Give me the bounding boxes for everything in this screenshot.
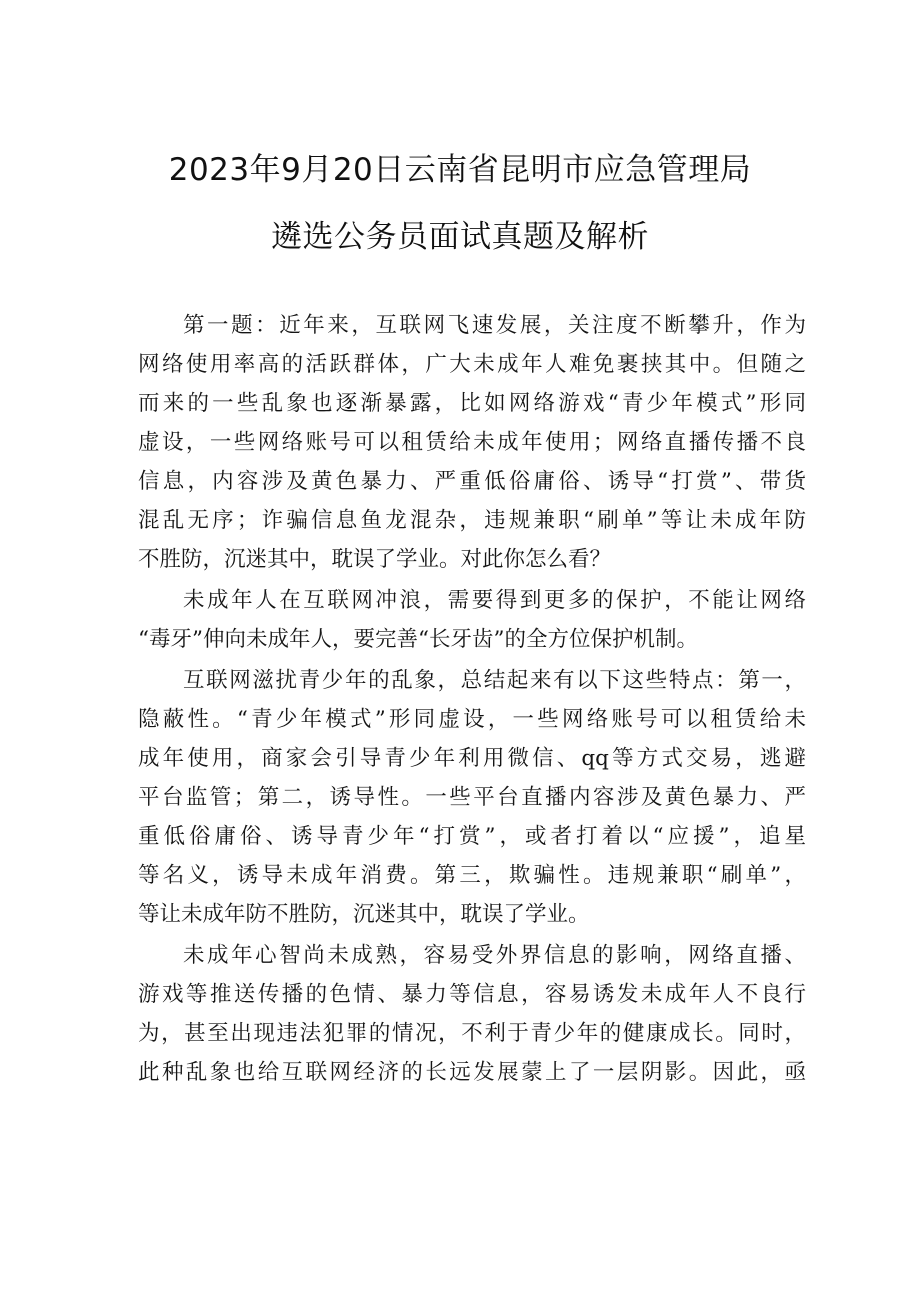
paragraph-impact (138, 936, 806, 1092)
text-line: 等名义，诱导未成年消费。第三，欺骗性。违规兼职“刷单”， (138, 863, 806, 888)
text-line: 等让未成年防不胜防，沉迷其中，耽误了学业。 (138, 902, 590, 927)
paragraph-characteristics (138, 661, 806, 934)
text-line: 第一题：近年来，互联网飞速发展，关注度不断攀升，作为 (183, 313, 806, 338)
text-line: 成年使用，商家会引导青少年利用微信、qq等方式交易，逃避 (138, 746, 806, 771)
text-line: 而来的一些乱象也逐渐暴露，比如网络游戏“青少年模式”形同 (138, 391, 806, 416)
text-line: 重低俗庸俗、诱导青少年“打赏”，或者打着以“应援”，追星 (138, 824, 806, 849)
text-line: 游戏等推送传播的色情、暴力等信息，容易诱发未成年人不良行 (138, 982, 806, 1007)
text-line: 隐蔽性。“青少年模式”形同虚设，一些网络账号可以租赁给未 (138, 707, 806, 732)
text-line: 混乱无序；诈骗信息鱼龙混杂，违规兼职“刷单”等让未成年防 (138, 508, 806, 533)
text-line: 不胜防，沉迷其中，耽误了学业。对此你怎么看？ (138, 547, 612, 572)
document-title-line-1: 2023年9月20日云南省昆明市应急管理局 (168, 152, 752, 188)
document-body (138, 306, 806, 1092)
text-line: 虚设，一些网络账号可以租赁给未成年使用；网络直播传播不良 (138, 430, 806, 455)
text-line: 未成年心智尚未成熟，容易受外界信息的影响，网络直播、 (183, 943, 806, 968)
text-line: 此种乱象也给互联网经济的长远发展蒙上了一层阴影。因此，亟 (138, 1060, 806, 1085)
text-line: 为，甚至出现违法犯罪的情况，不利于青少年的健康成长。同时， (138, 1021, 806, 1046)
text-line: 信息，内容涉及黄色暴力、严重低俗庸俗、诱导“打赏”、带货 (138, 469, 806, 494)
paragraph-answer-intro (138, 581, 806, 659)
document-title-line-2: 遴选公务员面试真题及解析 (271, 219, 649, 255)
text-line: 未成年人在互联网冲浪，需要得到更多的保护，不能让网络 (183, 588, 806, 613)
paragraph-question (138, 306, 806, 579)
text-line: 平台监管；第二，诱导性。一些平台直播内容涉及黄色暴力、严 (138, 785, 806, 810)
text-line: “毒牙”伸向未成年人，要完善“长牙齿”的全方位保护机制。 (138, 627, 698, 652)
text-line: 互联网滋扰青少年的乱象，总结起来有以下这些特点：第一， (183, 668, 806, 693)
text-line: 网络使用率高的活跃群体，广大未成年人难免裹挟其中。但随之 (138, 352, 806, 377)
